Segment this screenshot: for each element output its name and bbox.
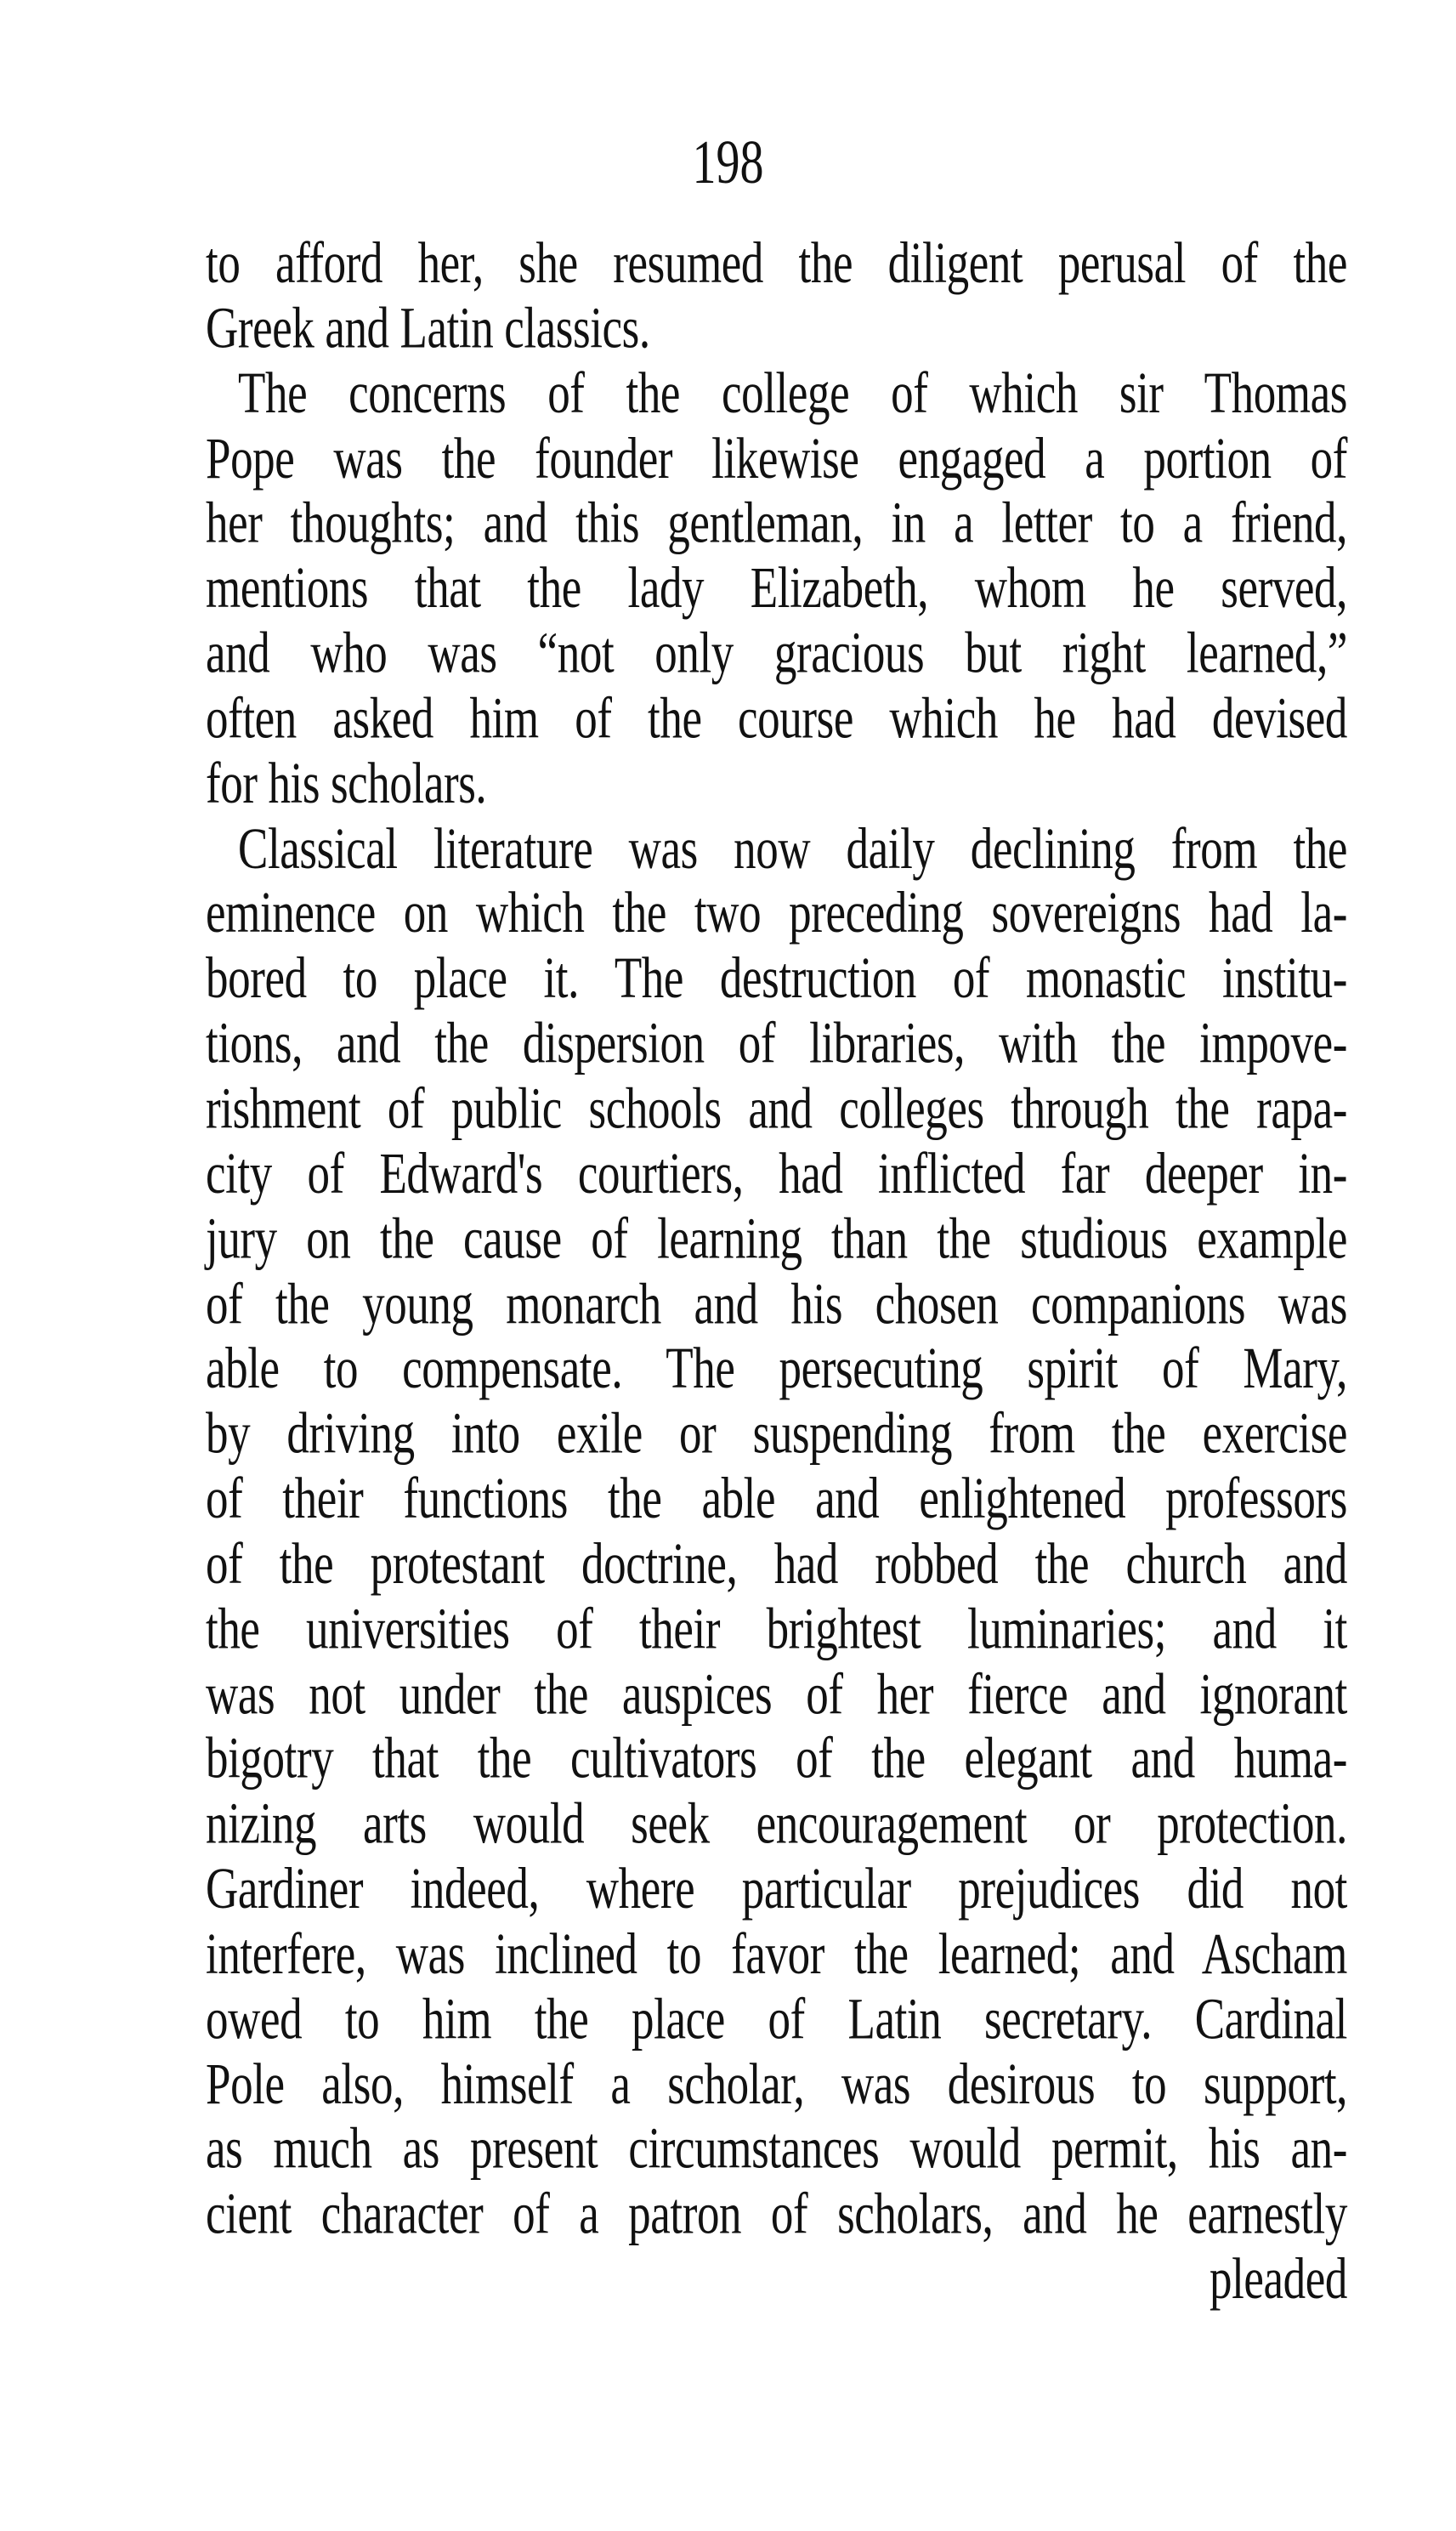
- text-line: Greek and Latin classics.: [206, 296, 650, 360]
- page-number: 198: [692, 128, 764, 197]
- text-line: rishment of public schools and colleges through the rapa-: [206, 1076, 1347, 1141]
- text-line: tions, and the dispersion of libraries, with the impove-: [206, 1011, 1347, 1076]
- text-line: nizing arts would seek encouragement or protection.: [206, 1791, 1347, 1857]
- text-line: of their functions the able and enlightened professors: [206, 1467, 1347, 1531]
- text-line: and who was “not only gracious but right learned,”: [206, 621, 1347, 686]
- text-line: able to compensate. The persecuting spirit of Mary,: [206, 1336, 1347, 1401]
- text-line: bored to place it. The destruction of monastic institu-: [206, 946, 1347, 1011]
- text-line: as much as present circumstances would permit, his an-: [206, 2117, 1347, 2182]
- text-line: of the protestant doctrine, had robbed the church and: [206, 1531, 1347, 1597]
- text-line: Pole also, himself a scholar, was desirous to support,: [206, 2051, 1347, 2117]
- text-line: was not under the auspices of her fierce and ignorant: [206, 1661, 1347, 1727]
- paragraph-start-line: The concerns of the college of which sir Thomas: [238, 360, 1347, 426]
- text-line: of the young monarch and his chosen companions was: [206, 1271, 1347, 1336]
- text-line: Pope was the founder likewise engaged a portion of: [206, 426, 1347, 491]
- text-line: often asked him of the course which he had devised: [206, 686, 1347, 751]
- text-line: the universities of their brightest luminaries; and it: [206, 1597, 1347, 1661]
- text-line: owed to him the place of Latin secretary. Cardinal: [206, 1987, 1347, 2051]
- text-line: mentions that the lady Elizabeth, whom he served,: [206, 556, 1347, 621]
- text-line: city of Edward's courtiers, had inflicted far deeper in-: [206, 1141, 1347, 1206]
- text-line: cient character of a patron of scholars, and he earnestly: [206, 2182, 1347, 2247]
- text-line: by driving into exile or suspending from the exercise: [206, 1401, 1347, 1467]
- text-line: Gardiner indeed, where particular prejudices did not: [206, 1857, 1347, 1921]
- text-line: eminence on which the two preceding sovereigns had la-: [206, 881, 1347, 946]
- text-line: interfere, was inclined to favor the learned; and Ascham: [206, 1921, 1347, 1987]
- catchword: pleaded: [1210, 2247, 1347, 2312]
- text-line: jury on the cause of learning than the studious example: [206, 1206, 1347, 1271]
- body-text: [206, 231, 1347, 2313]
- text-line: bigotry that the cultivators of the elegant and huma-: [206, 1727, 1347, 1791]
- paragraph-start-line: Classical literature was now daily declining from the: [238, 816, 1347, 881]
- text-line: her thoughts; and this gentleman, in a letter to a friend,: [206, 491, 1347, 556]
- text-line: for his scholars.: [206, 751, 487, 816]
- text-line: to afford her, she resumed the diligent perusal of the: [206, 231, 1347, 296]
